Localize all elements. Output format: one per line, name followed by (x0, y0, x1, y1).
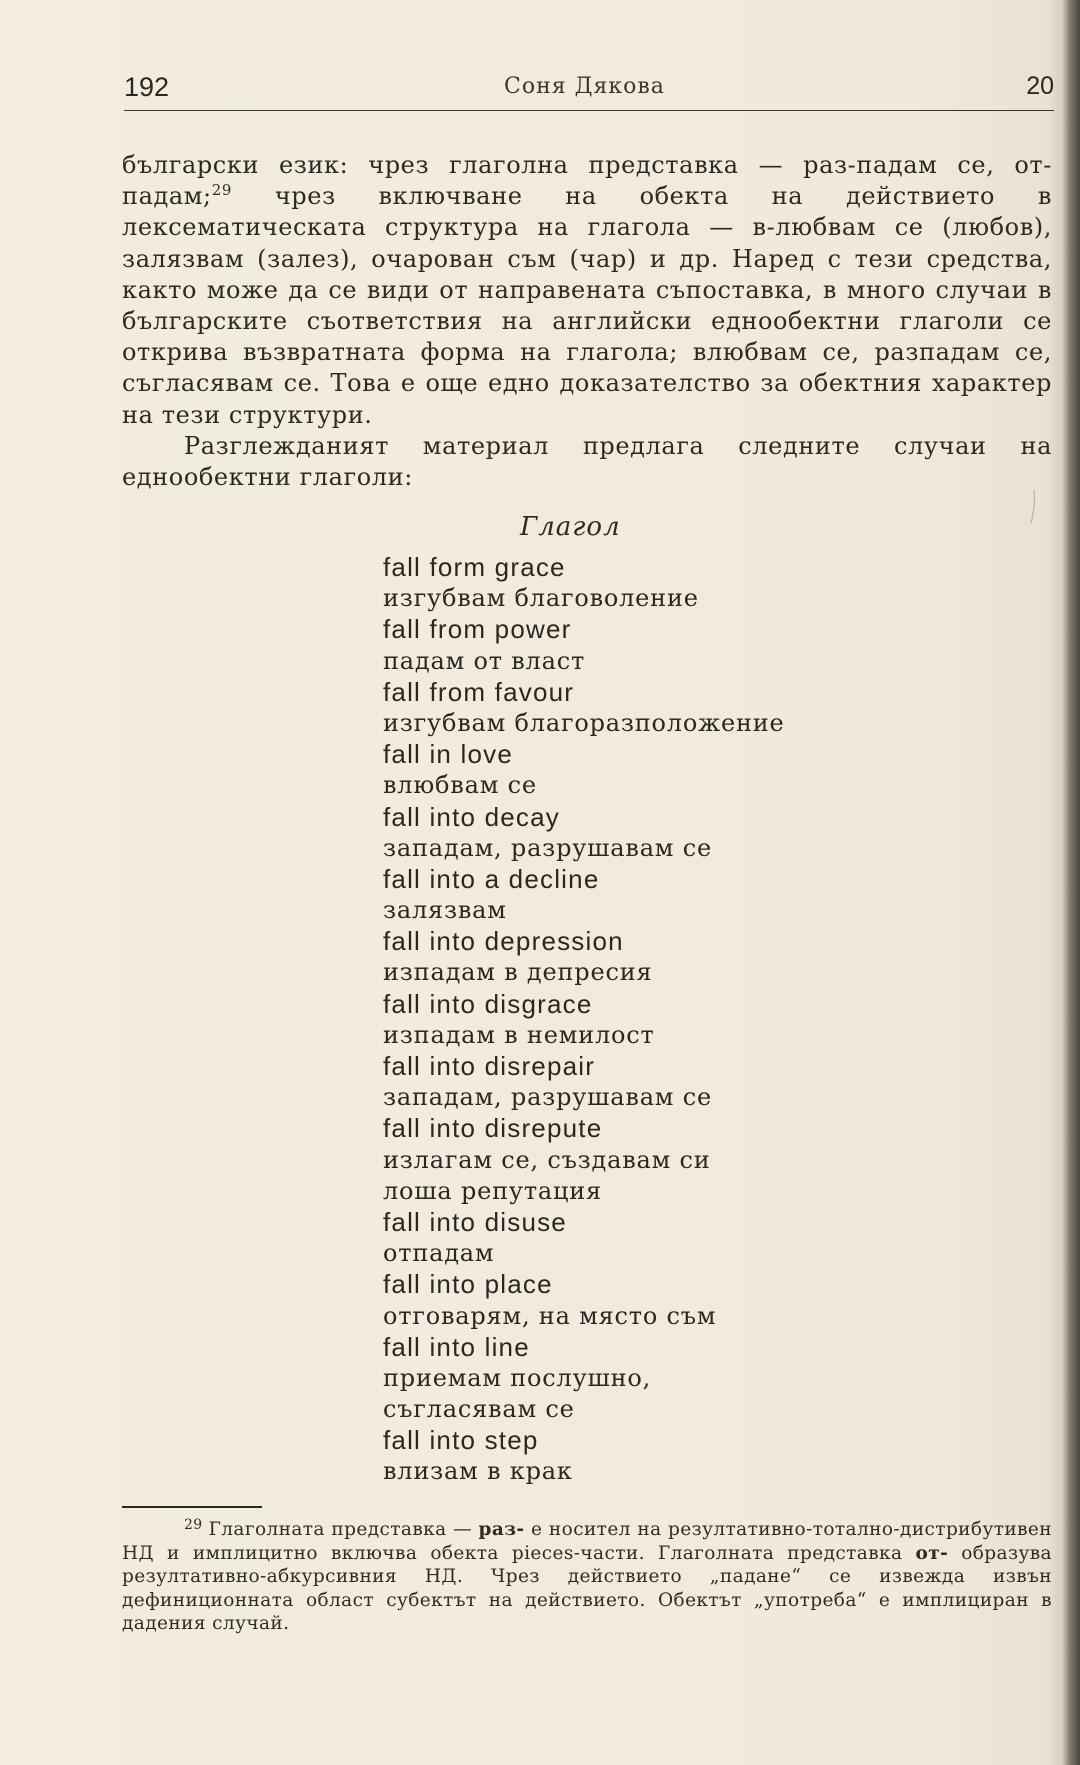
header-right-fragment: 20 (1026, 72, 1054, 100)
verb-bulgarian: излагам се, създавам си (383, 1145, 711, 1174)
verb-english: fall into decay (383, 801, 560, 832)
verb-bulgarian: падам от власт (383, 646, 586, 675)
verb-english: fall in love (383, 739, 514, 770)
verb-english: fall into step (383, 1425, 539, 1456)
verb-english: fall into place (383, 1269, 553, 1300)
verb-bulgarian: изгубвам благоразположение (383, 708, 785, 737)
verb-bulgarian: залязвам (383, 896, 507, 925)
pencil-mark (1030, 490, 1036, 524)
page-number: 192 (124, 72, 170, 102)
verb-bulgarian: отпадам (383, 1239, 495, 1268)
body-text (122, 150, 1052, 493)
verb-bulgarian: влизам в крак (383, 1457, 573, 1486)
verb-bulgarian: изгубвам благоволение (383, 584, 699, 613)
footnote-number: 29 (184, 1517, 203, 1533)
paragraph-1-part-1: български език: чрез глаголна представка — раз-падам се, от-падам; (122, 151, 1052, 211)
verb-english: fall form grace (383, 552, 566, 582)
verb-english: fall from favour (383, 676, 575, 707)
verb-bulgarian: изпадам в немилост (383, 1020, 655, 1049)
footnote-bold-2: от- (915, 1542, 949, 1564)
footnote (122, 1518, 1052, 1636)
header-rule (124, 110, 1054, 111)
verb-english: fall into disrepute (383, 1113, 603, 1144)
verb-english: fall into disrepair (383, 1051, 596, 1081)
footnote-rule (122, 1506, 262, 1508)
footnote-text-3: образува резултативно-абкурсивния НД. Чрез действието „падане“ се извежда извън дефиниционната област субектът на действието. Обектът „употреба“ е имплициран в дадения случай. (122, 1542, 1052, 1634)
page-header (124, 72, 1054, 112)
verb-english: fall into line (383, 1331, 530, 1362)
verb-bulgarian: западам, разрушавам се (383, 833, 712, 862)
verb-english: fall into disgrace (383, 988, 593, 1019)
footnote-reference: 29 (211, 181, 233, 200)
verb-english: fall into disuse (383, 1206, 567, 1237)
verb-list (383, 552, 1003, 1488)
verb-bulgarian: западам, разрушавам се (383, 1083, 712, 1112)
footnote-text-1: Глаголната представка — (208, 1519, 479, 1540)
verb-bulgarian: отговарям, на място съм (383, 1301, 717, 1330)
verb-bulgarian: изпадам в депресия (383, 958, 653, 987)
verb-bulgarian: влюбвам се (383, 771, 537, 800)
verb-bulgarian-continued: съгласявам се (383, 1395, 575, 1424)
running-head-author: Соня Дякова (504, 74, 665, 99)
paragraph-1-part-2: чрез включване на обекта на действието в лексематическата структура на глагола — в-любвам се (любов), залязвам (залез), очарован съм (чар) и др. Наред с тези средства, както може да се види от направената съпоставка, в много случаи в българските съответствия на английски еднообектни глаголи се открива възвратната форма на глагола; влюбвам се, разпадам се, съгласявам се. Това е още едно доказателство за обектния характер на тези структури. (122, 182, 1052, 429)
verb-english: fall from power (383, 614, 572, 645)
verb-english: fall into depression (383, 926, 624, 957)
footnote-paragraph (122, 1518, 1052, 1636)
verb-english: fall into a decline (383, 863, 600, 894)
footnote-text-2: е носител на резултативно-тотално-дистрибутивен НД и имплицитно включва обекта pieces-части. Глаголната представка (122, 1519, 1052, 1564)
paragraph-1 (122, 150, 1052, 431)
section-heading: Глагол (520, 512, 621, 542)
verb-bulgarian-continued: лоша репутация (383, 1176, 602, 1205)
book-spine-shadow (1062, 0, 1080, 1765)
footnote-bold-1: раз- (478, 1519, 525, 1540)
verb-bulgarian: приемам послушно, (383, 1363, 652, 1392)
paragraph-2: Разглежданият материал предлага следните случаи на еднообектни глаголи: (122, 431, 1052, 492)
